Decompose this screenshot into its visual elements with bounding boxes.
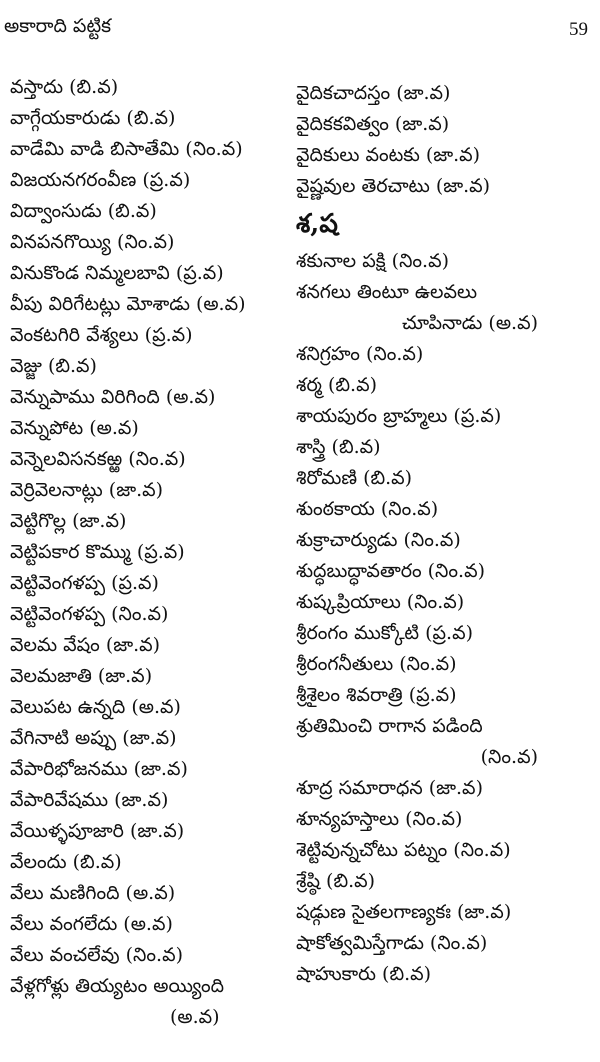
index-entry: షడ్గుణ సైతలగాణ్యకః (జా.వ)	[296, 901, 512, 923]
index-entry: వేపారివేషము (జా.వ)	[10, 789, 169, 811]
index-entry: శర్మ (బి.వ)	[296, 374, 377, 396]
index-entry: వేలు వంచలేవు (నిం.వ)	[10, 944, 183, 966]
index-entry: వస్తాదు (బి.వ)	[10, 76, 119, 98]
index-entry: శనిగ్రహం (నిం.వ)	[296, 343, 424, 365]
index-entry: వెన్నుపాము విరిగింది (అ.వ)	[10, 386, 216, 408]
index-entry-continuation: చూపినాడు (అ.వ)	[401, 312, 538, 334]
index-entry: శిరోమణి (బి.వ)	[296, 467, 413, 489]
index-entry: వినపనగొయ్యి (నిం.వ)	[10, 231, 175, 253]
index-entry: వెట్టివెంగళప్ప (ప్ర.వ)	[10, 572, 159, 594]
index-entry: శుంఠకాయ (నిం.వ)	[296, 498, 439, 520]
index-entry: వెన్నుపోట (అ.వ)	[10, 417, 139, 439]
index-entry: వెలుపట ఉన్నది (అ.వ)	[10, 696, 181, 718]
index-entry: శ్రేష్ఠి (బి.వ)	[296, 870, 376, 892]
index-entry: వెలమజాతి (జా.వ)	[10, 665, 153, 687]
index-entry: వేలు మణిగింది (అ.వ)	[10, 882, 176, 904]
index-entry: వెట్టిగొల్ల (జా.వ)	[10, 510, 127, 532]
index-entry: వెట్టివెంగళప్ప (నిం.వ)	[10, 603, 169, 625]
index-entry: శూద్ర సమారాధన (జా.వ)	[296, 777, 483, 799]
index-entry: శ్రీరంగం ముక్కోటి (ప్ర.వ)	[296, 622, 474, 644]
index-entry-continuation: (అ.వ)	[170, 1006, 220, 1028]
index-entry: షాహుకారు (బి.వ)	[296, 963, 432, 985]
index-entry: శుష్కప్రియాలు (నిం.వ)	[296, 591, 465, 613]
index-entry: వెజ్జు (బి.వ)	[10, 355, 97, 377]
index-entry: వేపారిభోజనము (జా.వ)	[10, 758, 188, 780]
index-entry: శనగలు తింటూ ఉలవలు	[296, 281, 478, 303]
index-entry: షాకోత్వమిస్తేగాడు (నిం.వ)	[296, 932, 488, 954]
index-entry: శుద్ధబుద్ధావతారం (నిం.వ)	[296, 560, 485, 582]
index-entry: శకునాల పక్షి (నిం.వ)	[296, 250, 450, 272]
index-entry: వినుకొండ నిమ్మలబావి (ప్ర.వ)	[10, 262, 224, 284]
index-entry: శుక్రాచార్యుడు (నిం.వ)	[296, 529, 461, 551]
index-entry: వెలమ వేషం (జా.వ)	[10, 634, 161, 656]
left-column	[10, 72, 282, 1033]
index-entry: శ్రీరంగనీతులు (నిం.వ)	[296, 653, 457, 675]
right-column	[296, 78, 596, 990]
index-entry: వాడేమి వాడి బిసాతేమి (నిం.వ)	[10, 138, 243, 160]
section-heading: శ,ష	[296, 209, 338, 239]
index-entry: వేళ్లగోళ్లు తియ్యటం అయ్యింది	[10, 975, 225, 997]
index-entry: శూన్యహస్తాలు (నిం.వ)	[296, 808, 463, 830]
index-entry: శ్రుతిమించి రాగాన పడింది	[296, 715, 483, 737]
index-entry: విద్వాంసుడు (బి.వ)	[10, 200, 157, 222]
index-entry: వేగినాటి అప్పు (జా.వ)	[10, 727, 177, 749]
index-entry: వాగ్గేయకారుడు (బి.వ)	[10, 107, 176, 129]
index-entry: వేయిళ్ళపూజారి (జా.వ)	[10, 820, 185, 842]
index-entry-continuation: (నిం.వ)	[480, 746, 538, 768]
index-entry: వైష్ణవుల తెరచాటు (జా.వ)	[296, 175, 491, 197]
index-entry: వైదికులు వంటకు (జా.వ)	[296, 144, 481, 166]
index-entry: విజయనగరంవీణ (ప్ర.వ)	[10, 169, 191, 191]
index-entry: వేలందు (బి.వ)	[10, 851, 122, 873]
index-entry: వెంకటగిరి వేశ్యలు (ప్ర.వ)	[10, 324, 193, 346]
index-entry: వెన్నెలవిసనకఱ్ఱ (నిం.వ)	[10, 448, 186, 470]
index-entry: శాస్త్రి (బి.వ)	[296, 436, 381, 458]
index-entry: వీపు విరిగేటట్లు మోశాడు (అ.వ)	[10, 293, 246, 315]
index-entry: శాయపురం బ్రాహ్మలు (ప్ర.వ)	[296, 405, 502, 427]
index-entry: వైదికచాదస్తం (జా.వ)	[296, 82, 451, 104]
index-entry: వేలు వంగలేదు (అ.వ)	[10, 913, 173, 935]
index-entry: శెట్టివున్నచోటు పట్నం (నిం.వ)	[296, 839, 511, 861]
index-entry: వైదికకవిత్వం (జా.వ)	[296, 113, 450, 135]
page-header-title: అకారాది పట్టిక	[4, 15, 112, 37]
page-number: 59	[569, 19, 588, 40]
index-entry: వెట్టిపకార కొమ్ము (ప్ర.వ)	[10, 541, 185, 563]
index-entry: వెర్రివెలనాట్లు (జా.వ)	[10, 479, 164, 501]
index-entry: శ్రీశైలం శివరాత్రి (ప్ర.వ)	[296, 684, 457, 706]
